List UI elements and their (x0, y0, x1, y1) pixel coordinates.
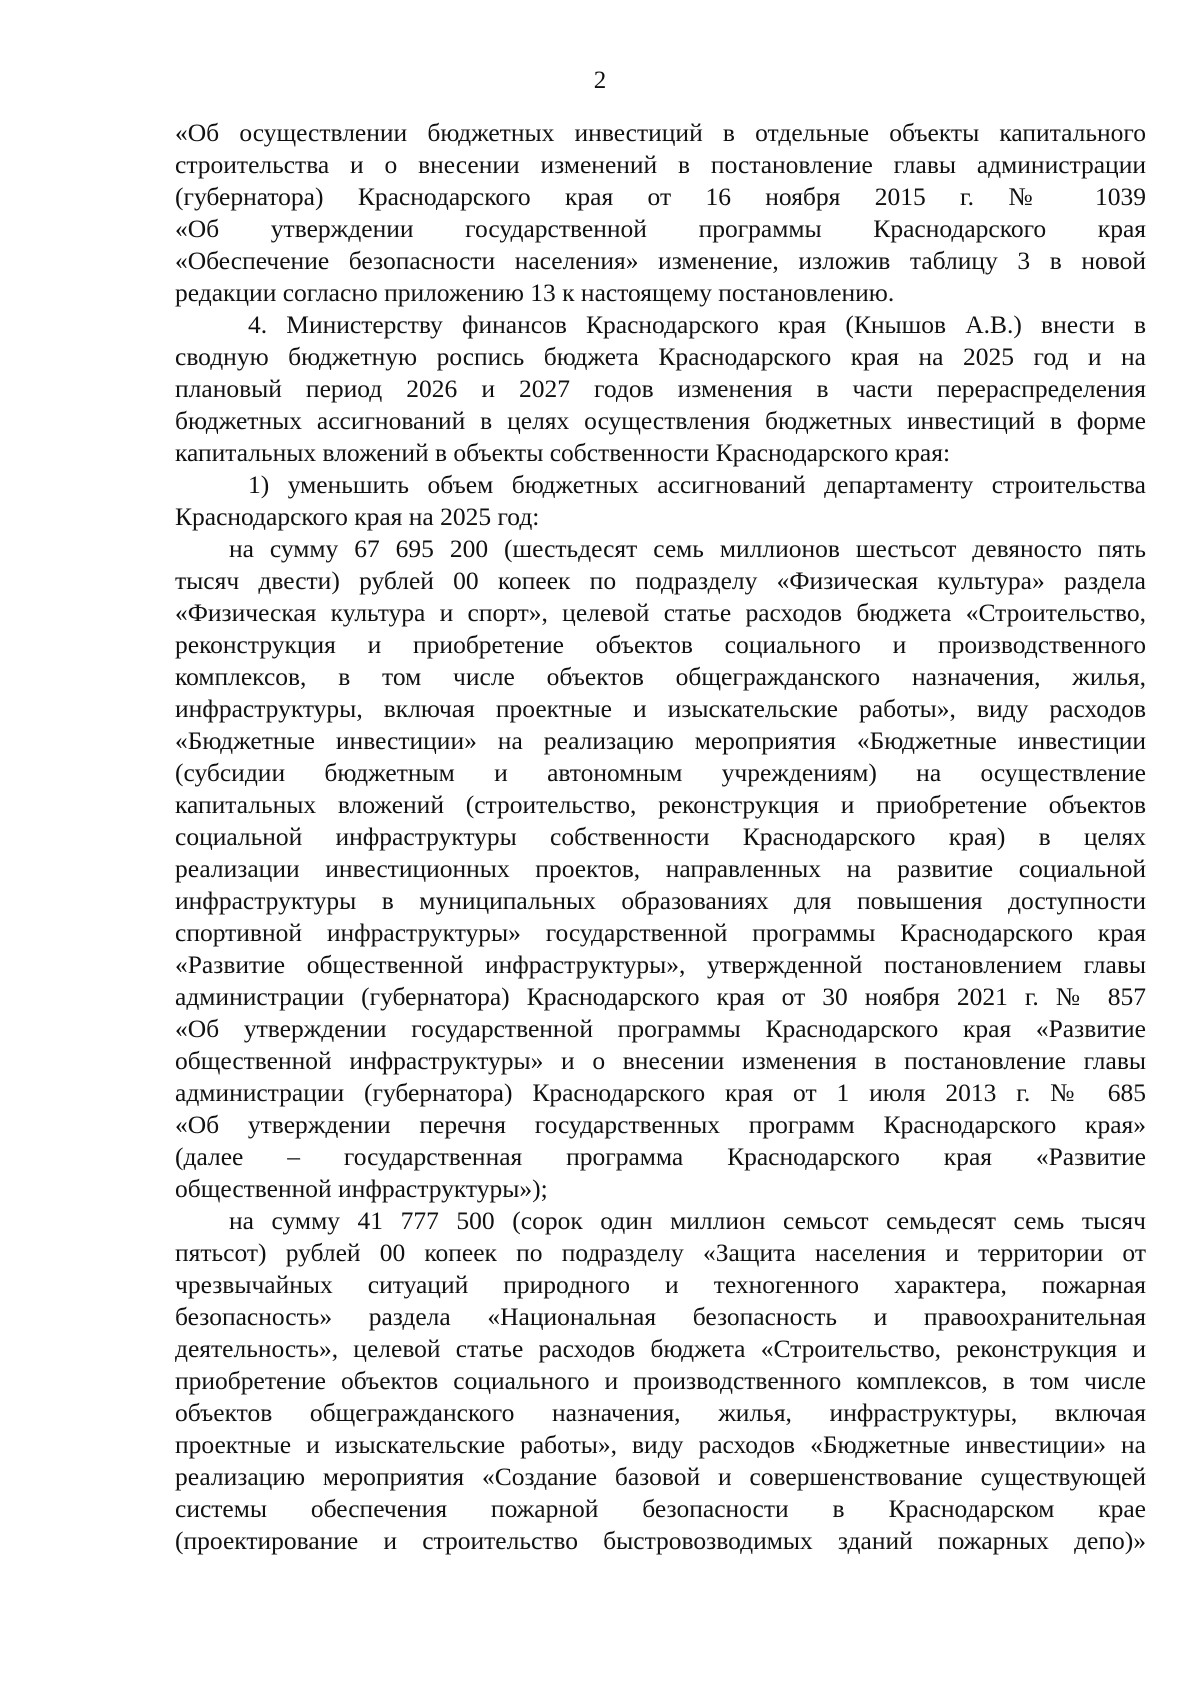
text-line: «Об утверждении государственной программы Краснодарского края (175, 214, 1146, 243)
text-line: деятельность», целевой статье расходов бюджета «Строительство, реконструкция и (175, 1334, 1146, 1363)
text-line: реализацию мероприятия «Создание базовой и совершенствование существующей (175, 1462, 1146, 1491)
text-line: объектов общегражданского назначения, жилья, инфраструктуры, включая (175, 1398, 1146, 1427)
text-line: администрации (губернатора) Краснодарского края от 1 июля 2013 г. № 685 (175, 1078, 1146, 1107)
text-line: инфраструктуры в муниципальных образованиях для повышения доступности (175, 886, 1146, 915)
text-line: (проектирование и строительство быстровозводимых зданий пожарных депо)» (175, 1526, 1146, 1555)
text-line: тысяч двести) рублей 00 копеек по подразделу «Физическая культура» раздела (175, 566, 1146, 595)
text-line: проектные и изыскательские работы», виду расходов «Бюджетные инвестиции» на (175, 1430, 1146, 1459)
text-line: Краснодарского края на 2025 год: (175, 502, 540, 531)
text-line: приобретение объектов социального и производственного комплексов, в том числе (175, 1366, 1146, 1395)
text-line: редакции согласно приложению 13 к настоящему постановлению. (175, 278, 895, 307)
text-line: капитальных вложений (строительство, реконструкция и приобретение объектов (175, 790, 1146, 819)
text-line: общественной инфраструктуры» и о внесении изменения в постановление главы (175, 1046, 1146, 1075)
text-line: «Об утверждении перечня государственных программ Краснодарского края» (175, 1110, 1146, 1139)
text-line: 4. Министерству финансов Краснодарского края (Кнышов А.В.) внести в (248, 310, 1146, 339)
text-line: общественной инфраструктуры»); (175, 1174, 548, 1203)
text-line: пятьсот) рублей 00 копеек по подразделу «Защита населения и территории от (175, 1238, 1146, 1267)
text-line: (субсидии бюджетным и автономным учреждениям) на осуществление (175, 758, 1146, 787)
text-line: «Об утверждении государственной программы Краснодарского края «Развитие (175, 1014, 1146, 1043)
text-line: бюджетных ассигнований в целях осуществления бюджетных инвестиций в форме (175, 406, 1146, 435)
text-line: администрации (губернатора) Краснодарского края от 30 ноября 2021 г. № 857 (175, 982, 1146, 1011)
text-line: безопасность» раздела «Национальная безопасность и правоохранительная (175, 1302, 1146, 1331)
text-line: спортивной инфраструктуры» государственной программы Краснодарского края (175, 918, 1146, 947)
page-number: 2 (593, 67, 607, 94)
text-line: на сумму 41 777 500 (сорок один миллион семьсот семьдесят семь тысяч (229, 1206, 1146, 1235)
text-line: системы обеспечения пожарной безопасности в Краснодарском крае (175, 1494, 1146, 1523)
text-line: инфраструктуры, включая проектные и изыскательские работы», виду расходов (175, 694, 1146, 723)
text-line: «Бюджетные инвестиции» на реализацию мероприятия «Бюджетные инвестиции (175, 726, 1146, 755)
text-line: капитальных вложений в объекты собственности Краснодарского края: (175, 438, 951, 467)
text-line: чрезвычайных ситуаций природного и техногенного характера, пожарная (175, 1270, 1146, 1299)
text-line: плановый период 2026 и 2027 годов изменения в части перераспределения (175, 374, 1146, 403)
text-line: комплексов, в том числе объектов общегражданского назначения, жилья, (175, 662, 1146, 691)
text-line: социальной инфраструктуры собственности Краснодарского края) в целях (175, 822, 1146, 851)
text-line: (далее – государственная программа Краснодарского края «Развитие (175, 1142, 1146, 1171)
text-line: сводную бюджетную роспись бюджета Краснодарского края на 2025 год и на (175, 342, 1146, 371)
text-line: «Физическая культура и спорт», целевой статье расходов бюджета «Строительство, (175, 598, 1146, 627)
text-line: «Развитие общественной инфраструктуры», утвержденной постановлением главы (175, 950, 1146, 979)
text-line: 1) уменьшить объем бюджетных ассигнований департаменту строительства (248, 470, 1146, 499)
text-line: реконструкция и приобретение объектов социального и производственного (175, 630, 1146, 659)
text-line: строительства и о внесении изменений в постановление главы администрации (175, 150, 1146, 179)
text-line: (губернатора) Краснодарского края от 16 ноября 2015 г. № 1039 (175, 182, 1146, 211)
text-line: «Об осуществлении бюджетных инвестиций в отдельные объекты капитального (175, 118, 1146, 147)
text-line: реализации инвестиционных проектов, направленных на развитие социальной (175, 854, 1146, 883)
text-line: на сумму 67 695 200 (шестьдесят семь миллионов шестьсот девяносто пять (229, 534, 1146, 563)
text-line: «Обеспечение безопасности населения» изменение, изложив таблицу 3 в новой (175, 246, 1146, 275)
